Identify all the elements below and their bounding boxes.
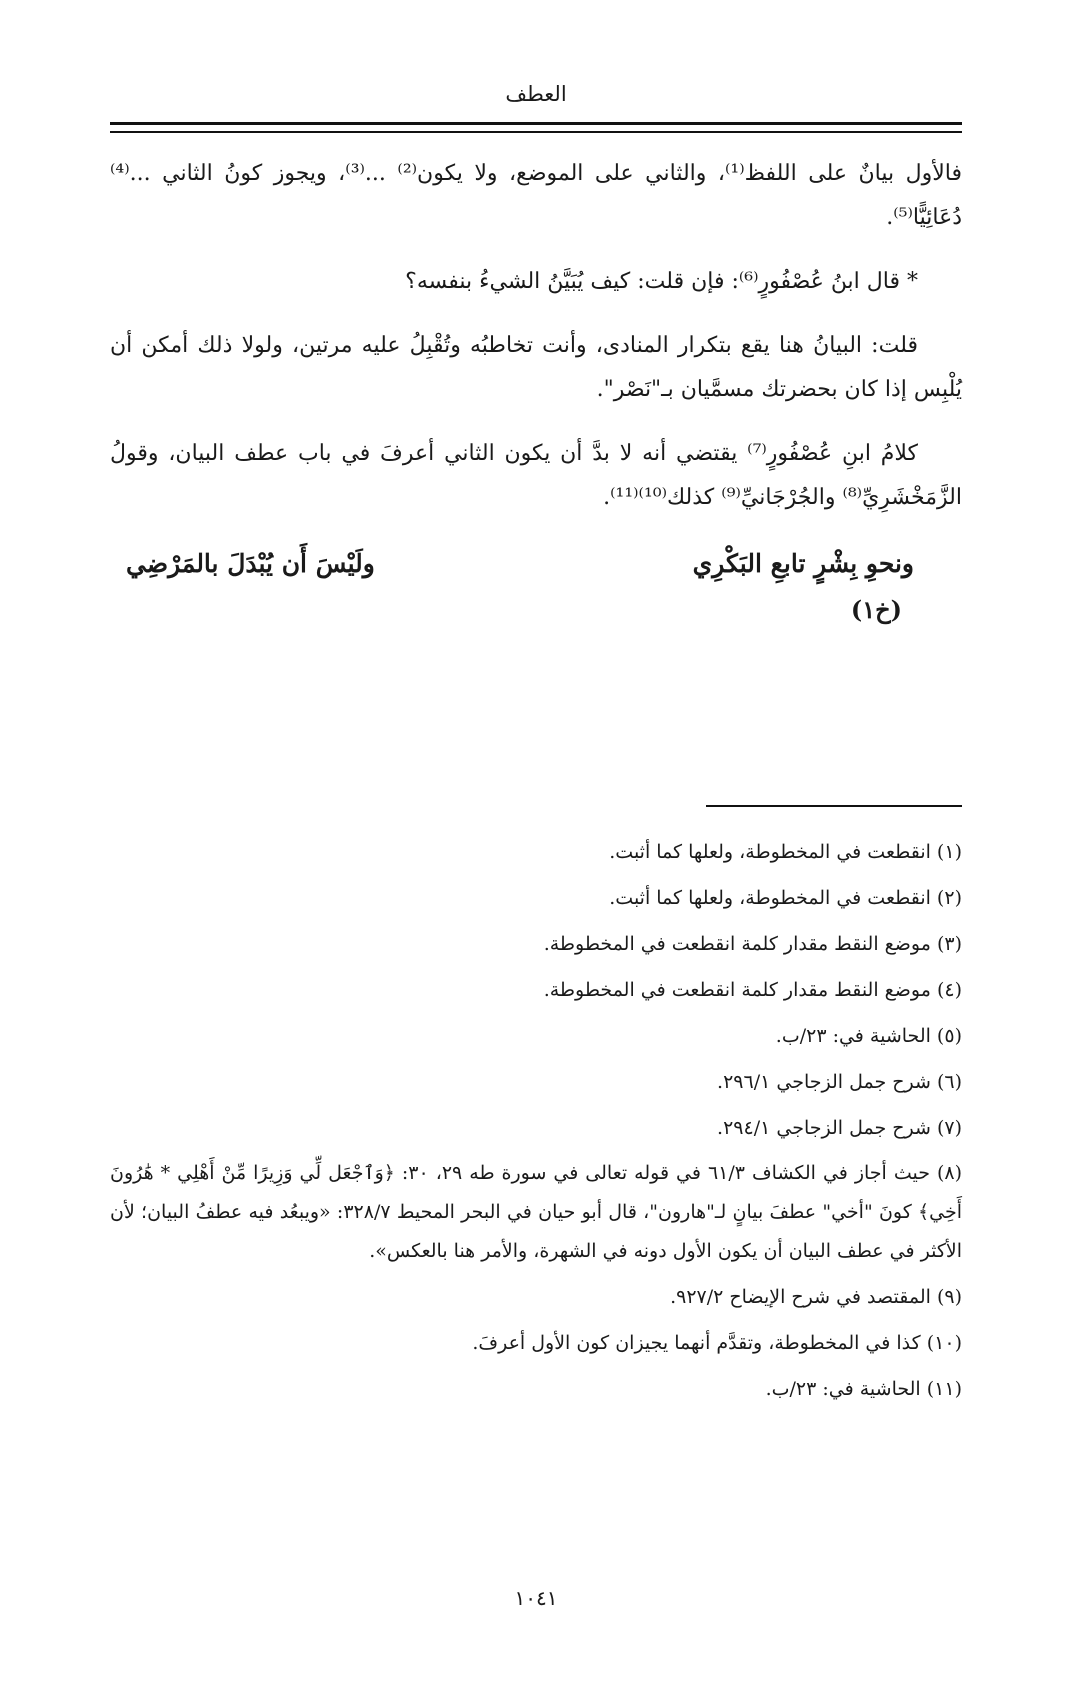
header-rule-thick (110, 122, 962, 125)
footnote-5: (٥) الحاشية في: ٢٣/ب. (775, 1025, 962, 1047)
footnote-10: (١٠) كذا في المخطوطة، وتقدَّم أنهما يجيزان كون الأول أعرفَ. (472, 1332, 962, 1354)
footnote-separator (706, 805, 962, 807)
footnote-4: (٤) موضع النقط مقدار كلمة انقطعت في المخطوطة. (543, 979, 962, 1001)
footnotes (110, 832, 962, 1415)
footnote-7: (٧) شرح جمل الزجاجي ٢٩٤/١. (717, 1117, 962, 1139)
running-head: العطف (505, 82, 567, 106)
footnote-6: (٦) شرح جمل الزجاجي ٢٩٦/١. (717, 1071, 962, 1093)
footnote-1: (١) انقطعت في المخطوطة، ولعلها كما أثبت. (609, 841, 962, 863)
paragraph-4: كلامُ ابنِ عُصْفُورٍ⁽⁷⁾ يقتضي أنه لا بدَّ أن يكون الثاني أعرفَ في باب عطف البيان، وقولُ الزَّمَخْشَرِيِّ⁽⁸⁾ والجُرْجَانيِّ⁽⁹⁾ كذلك⁽¹⁰⁾⁽¹¹⁾. (110, 441, 962, 510)
paragraph-3: قلت: البيانُ هنا يقع بتكرار المنادى، وأنت تخاطبُه وتُقْبِلُ عليه مرتين، ولولا ذلك أمكن أن يُلْبِس إذا كان بحضرتك مسمَّيان بـ"نَصْر". (110, 333, 962, 402)
verse-first-hemistich: ونحوِ بِشْرٍ تابعِ البَكْرِي (692, 549, 914, 578)
verse-reference: (خ١) (850, 595, 902, 624)
footnote-8: (٨) حيث أجاز في الكشاف ٦١/٣ في قوله تعالى في سورة طه ٢٩، ٣٠: ﴿وَٱجْعَل لِّي وَزِيرًا مِّنْ أَهْلِي * هَٰرُونَ أَخِي﴾ كونَ "أخي" عطفَ بيانٍ لـ"هارون"، قال أبو حيان في البحر المحيط ٣٢٨/٧: «ويبعُد فيه عطفُ البيان؛ لأن الأكثر في عطف البيان أن يكون الأول دونه في الشهرة، والأمر هنا بالعكس». (110, 1162, 962, 1262)
verse-line (110, 540, 962, 588)
footnote-3: (٣) موضع النقط مقدار كلمة انقطعت في المخطوطة. (543, 933, 962, 955)
footnote-9: (٩) المقتصد في شرح الإيضاح ٩٢٧/٢. (670, 1286, 962, 1308)
header-rule-thin (110, 131, 962, 133)
verse-second-hemistich: ولَيْسَ أَن يُبْدَلَ بالمَرْضِي (126, 549, 375, 578)
footnote-2: (٢) انقطعت في المخطوطة، ولعلها كما أثبت. (609, 887, 962, 909)
paragraph-1: فالأول بيانٌ على اللفظ⁽¹⁾، والثاني على الموضع، ولا يكون⁽²⁾ ...⁽³⁾، ويجوز كونُ الثاني ...⁽⁴⁾ دُعَائِيًّا⁽⁵⁾. (110, 161, 962, 230)
main-text (110, 152, 962, 632)
footnote-11: (١١) الحاشية في: ٢٣/ب. (765, 1378, 962, 1400)
page-number: ١٠٤١ (514, 1586, 558, 1610)
paragraph-2: * قال ابنُ عُصْفُورٍ⁽⁶⁾: فإن قلت: كيف يُبَيَّنُ الشيءُ بنفسه؟ (405, 269, 918, 294)
